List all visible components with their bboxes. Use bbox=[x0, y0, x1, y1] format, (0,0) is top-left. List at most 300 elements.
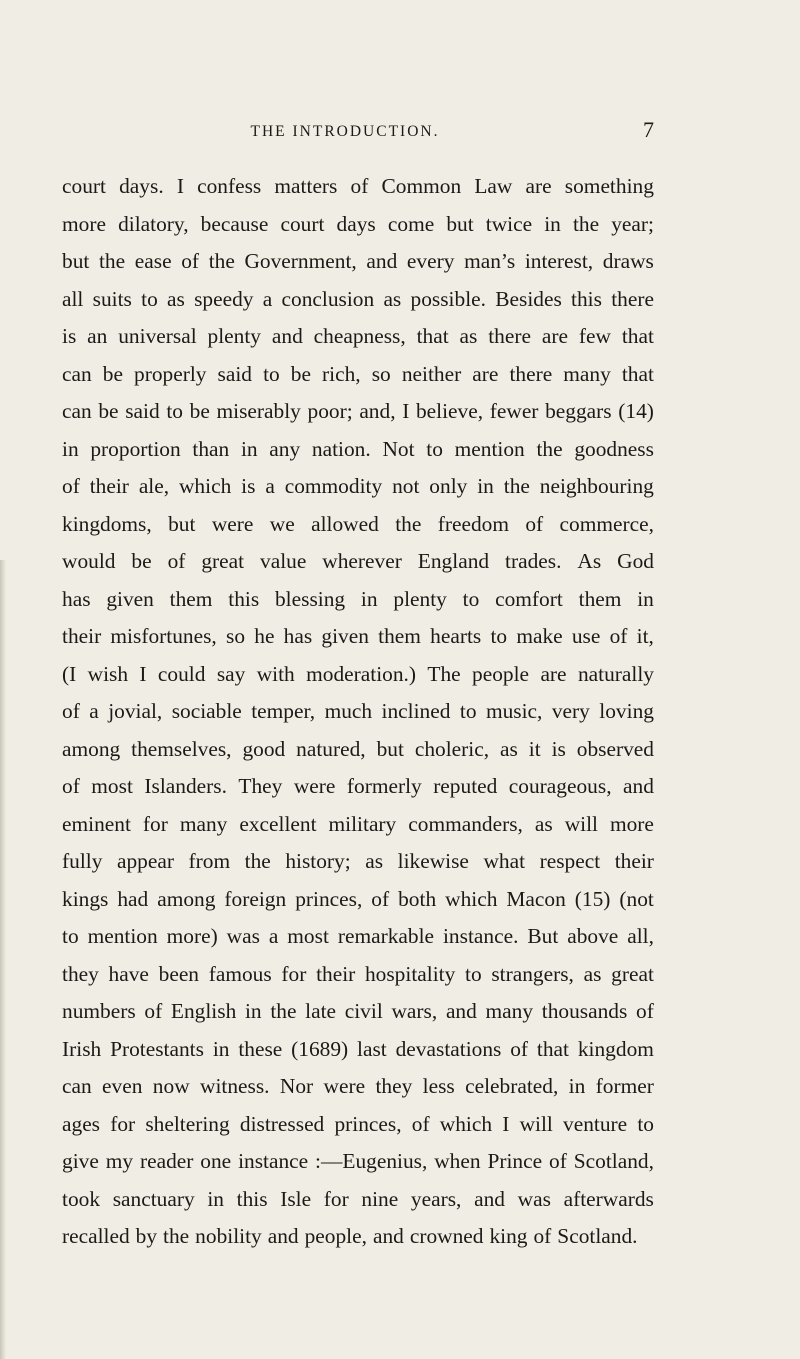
word: this bbox=[571, 286, 602, 311]
word: as bbox=[167, 286, 185, 311]
word: (14) bbox=[618, 399, 654, 423]
word: kingdoms, bbox=[62, 511, 152, 536]
word: be bbox=[189, 399, 210, 423]
word: mention bbox=[454, 436, 525, 461]
word: than bbox=[192, 436, 230, 461]
word: temper, bbox=[251, 699, 316, 723]
word: can bbox=[62, 361, 92, 386]
word: as bbox=[459, 324, 478, 348]
word: what bbox=[483, 849, 526, 873]
word: I bbox=[502, 1111, 510, 1136]
word: reputed bbox=[433, 774, 498, 798]
word: plenty bbox=[207, 324, 261, 348]
word: from bbox=[188, 849, 231, 873]
word: more) bbox=[166, 924, 218, 948]
word: Government, bbox=[244, 249, 357, 273]
word: trades. bbox=[505, 549, 562, 573]
word: devastations bbox=[395, 1036, 502, 1061]
word: foreign bbox=[224, 886, 287, 911]
word: their bbox=[614, 849, 654, 873]
word: plenty bbox=[393, 586, 447, 611]
word: choleric, bbox=[414, 736, 490, 761]
word: in bbox=[477, 474, 494, 498]
word: Scotland. bbox=[557, 1224, 638, 1248]
word: is bbox=[62, 324, 77, 348]
word: so bbox=[226, 624, 246, 648]
word: wars, bbox=[391, 999, 438, 1023]
word: naturally bbox=[577, 661, 654, 686]
word: hearts bbox=[430, 624, 482, 648]
word: use bbox=[571, 624, 601, 648]
word: the bbox=[208, 249, 235, 273]
word: commerce, bbox=[559, 511, 654, 536]
word: As bbox=[577, 549, 602, 573]
word: even bbox=[102, 1074, 143, 1098]
word: among bbox=[62, 736, 121, 761]
word: a bbox=[268, 924, 279, 948]
word: Macon bbox=[506, 886, 566, 911]
word: observed bbox=[576, 736, 654, 761]
word: be bbox=[131, 549, 152, 573]
word: appear bbox=[116, 849, 174, 873]
text-line bbox=[62, 472, 654, 510]
word: strangers, bbox=[491, 961, 574, 986]
word: is bbox=[551, 736, 566, 761]
word: as bbox=[500, 736, 518, 761]
word: were bbox=[323, 1074, 366, 1098]
word: given bbox=[321, 624, 369, 648]
word: properly bbox=[134, 361, 207, 386]
word: moderation.) bbox=[306, 661, 417, 686]
word: would bbox=[62, 549, 116, 573]
word: could bbox=[157, 661, 206, 686]
word: a bbox=[265, 474, 275, 498]
word: as bbox=[383, 286, 402, 311]
text-line bbox=[62, 435, 654, 473]
text-line bbox=[62, 1222, 654, 1260]
word: it bbox=[528, 736, 541, 761]
word: king bbox=[489, 1224, 528, 1248]
word: a bbox=[89, 699, 99, 723]
word: the bbox=[270, 999, 297, 1023]
word: proportion bbox=[90, 436, 181, 461]
word: has bbox=[62, 586, 91, 611]
word: say bbox=[216, 661, 246, 686]
word: great bbox=[611, 961, 654, 986]
word: all bbox=[62, 286, 84, 311]
word: court bbox=[62, 174, 106, 198]
word: be bbox=[102, 361, 123, 386]
word: that bbox=[621, 361, 654, 386]
word: this bbox=[228, 586, 260, 611]
word: conclusion bbox=[281, 286, 375, 311]
word: neither bbox=[401, 361, 462, 386]
word: of bbox=[549, 1149, 567, 1173]
word: late bbox=[305, 999, 337, 1023]
word: natured, bbox=[296, 736, 366, 761]
word: of bbox=[350, 174, 369, 198]
word: and bbox=[366, 249, 398, 273]
word: in bbox=[240, 436, 258, 461]
word: when bbox=[434, 1149, 481, 1173]
word: were bbox=[211, 511, 254, 536]
word: that bbox=[621, 324, 654, 348]
running-title: THE INTRODUCTION. bbox=[250, 123, 440, 140]
word: thousands bbox=[541, 999, 628, 1023]
word: commanders, bbox=[408, 811, 523, 836]
word: their bbox=[316, 961, 356, 986]
word: to bbox=[166, 399, 183, 423]
word: twice bbox=[485, 211, 533, 236]
word: eminent bbox=[62, 811, 131, 836]
word: civil bbox=[344, 999, 383, 1023]
word: something bbox=[564, 174, 654, 198]
word: I bbox=[402, 399, 410, 423]
word: and, bbox=[359, 399, 396, 423]
word: in bbox=[212, 1036, 230, 1061]
word: Islanders. bbox=[144, 774, 227, 798]
word: be bbox=[290, 361, 311, 386]
word: court bbox=[280, 211, 325, 236]
word: only bbox=[429, 474, 468, 498]
word: they bbox=[62, 961, 99, 986]
word: and bbox=[271, 324, 303, 348]
word: so bbox=[371, 361, 391, 386]
word: Besides bbox=[495, 286, 562, 311]
word: very bbox=[551, 699, 590, 723]
word: these bbox=[238, 1036, 283, 1061]
text-line bbox=[62, 660, 654, 698]
word: sociable bbox=[171, 699, 242, 723]
word: had bbox=[117, 886, 149, 911]
word: kingdom bbox=[577, 1036, 654, 1061]
word: the bbox=[395, 511, 422, 536]
word: which bbox=[445, 886, 498, 911]
word: be bbox=[98, 399, 119, 423]
running-head bbox=[0, 117, 800, 147]
word: Scotland, bbox=[573, 1149, 654, 1173]
word: venture bbox=[563, 1111, 628, 1136]
word: nobility bbox=[195, 1224, 262, 1248]
word: Nor bbox=[279, 1074, 314, 1098]
word: God bbox=[617, 549, 654, 573]
text-line bbox=[62, 847, 654, 885]
word: to bbox=[637, 1111, 654, 1136]
word: loving bbox=[599, 699, 654, 723]
word: can bbox=[62, 1074, 92, 1098]
word: make bbox=[516, 624, 563, 648]
word: crowned bbox=[409, 1224, 484, 1248]
word: respect bbox=[539, 849, 601, 873]
word: inclined bbox=[381, 699, 451, 723]
word: military bbox=[328, 811, 397, 836]
word: he bbox=[254, 624, 275, 648]
word: to bbox=[465, 961, 482, 986]
word: and bbox=[267, 1224, 299, 1248]
word: man’s bbox=[464, 249, 516, 273]
word: in bbox=[207, 1186, 224, 1211]
word: are bbox=[472, 361, 499, 386]
word: speedy bbox=[194, 286, 254, 311]
word: believe, bbox=[415, 399, 484, 423]
word: to bbox=[263, 361, 280, 386]
word: of bbox=[636, 999, 654, 1023]
word: as bbox=[583, 961, 602, 986]
text-line bbox=[62, 1185, 654, 1223]
word: (1689) bbox=[291, 1036, 349, 1061]
word: but bbox=[446, 211, 474, 236]
word: (I bbox=[62, 661, 77, 686]
word: the bbox=[98, 249, 126, 273]
text-line bbox=[62, 547, 654, 585]
word: in bbox=[637, 586, 654, 611]
word: to bbox=[62, 924, 79, 948]
word: and bbox=[474, 1186, 505, 1211]
word: took bbox=[62, 1186, 101, 1211]
word: as bbox=[534, 811, 553, 836]
text-line bbox=[62, 397, 654, 435]
word: kings bbox=[62, 886, 109, 911]
word: the bbox=[163, 1224, 190, 1248]
word: sanctuary bbox=[112, 1186, 195, 1211]
word: instance bbox=[238, 1149, 309, 1173]
word: celebrated, bbox=[465, 1074, 559, 1098]
text-line bbox=[62, 247, 654, 285]
word: neighbouring bbox=[539, 474, 654, 498]
word: people bbox=[472, 661, 530, 686]
word: of bbox=[533, 1224, 552, 1248]
text-line bbox=[62, 510, 654, 548]
word: and bbox=[445, 999, 477, 1023]
word: most bbox=[91, 774, 133, 798]
text-line bbox=[62, 1147, 654, 1185]
word: but bbox=[168, 511, 196, 536]
word: more bbox=[609, 811, 654, 836]
word: can bbox=[62, 399, 92, 423]
word: the bbox=[244, 849, 271, 873]
word: Not bbox=[382, 436, 415, 461]
word: comfort bbox=[495, 586, 563, 611]
word: in bbox=[62, 436, 79, 461]
word: now bbox=[152, 1074, 190, 1098]
word: suits bbox=[92, 286, 132, 311]
word: remarkable bbox=[337, 924, 435, 948]
word: many bbox=[179, 811, 228, 836]
word: said bbox=[125, 399, 160, 423]
word: poor; bbox=[307, 399, 353, 423]
word: dilatory, bbox=[118, 211, 189, 236]
word: commodity bbox=[284, 474, 383, 498]
word: But bbox=[527, 924, 559, 948]
text-line bbox=[62, 585, 654, 623]
word: was bbox=[517, 1186, 551, 1211]
word: them bbox=[378, 624, 421, 648]
word: of bbox=[609, 624, 628, 648]
word: people, bbox=[304, 1224, 367, 1248]
word: not bbox=[392, 474, 420, 498]
word: there bbox=[509, 361, 553, 386]
word: Protestants bbox=[110, 1036, 204, 1061]
word: fewer bbox=[489, 399, 539, 423]
word: instance. bbox=[442, 924, 519, 948]
word: but bbox=[62, 249, 90, 273]
text-line bbox=[62, 172, 654, 210]
word: are bbox=[541, 324, 568, 348]
word: them bbox=[578, 586, 622, 611]
word: of bbox=[62, 699, 80, 723]
word: interest, bbox=[524, 249, 594, 273]
word: every bbox=[406, 249, 455, 273]
word: goodness bbox=[574, 436, 654, 461]
text-line bbox=[62, 735, 654, 773]
word: themselves, bbox=[131, 736, 232, 761]
word: days. bbox=[119, 174, 164, 198]
word: a bbox=[262, 286, 273, 311]
word: few bbox=[578, 324, 611, 348]
word: beggars bbox=[545, 399, 612, 423]
word: said bbox=[217, 361, 253, 386]
text-line bbox=[62, 360, 654, 398]
word: I bbox=[176, 174, 184, 198]
word: English bbox=[170, 999, 237, 1023]
word: by bbox=[135, 1224, 158, 1248]
word: formerly bbox=[346, 774, 422, 798]
word: that bbox=[536, 1036, 569, 1061]
text-line bbox=[62, 285, 654, 323]
word: their bbox=[62, 624, 102, 648]
word: nation. bbox=[311, 436, 371, 461]
word: of bbox=[62, 474, 80, 498]
word: any bbox=[269, 436, 301, 461]
word: this bbox=[236, 1186, 268, 1211]
word: blessing bbox=[274, 586, 346, 611]
text-line bbox=[62, 1072, 654, 1110]
word: most bbox=[287, 924, 329, 948]
word: were bbox=[293, 774, 336, 798]
word: good bbox=[242, 736, 286, 761]
word: are bbox=[525, 174, 552, 198]
page-edge-shadow bbox=[0, 560, 6, 1359]
word: wish bbox=[87, 661, 129, 686]
word: jovial, bbox=[108, 699, 163, 723]
word: but bbox=[376, 736, 404, 761]
word: princes, bbox=[295, 886, 363, 911]
word: many bbox=[485, 999, 534, 1023]
word: history; bbox=[285, 849, 351, 873]
word: of bbox=[510, 1036, 529, 1061]
word: there bbox=[488, 324, 531, 348]
word: many bbox=[563, 361, 611, 386]
word: great bbox=[201, 549, 245, 573]
word: will bbox=[519, 1111, 553, 1136]
word: all, bbox=[627, 924, 654, 948]
text-line bbox=[62, 997, 654, 1035]
word: will bbox=[564, 811, 598, 836]
word: :—Eugenius, bbox=[315, 1149, 428, 1173]
word: allowed bbox=[311, 511, 379, 536]
word: days bbox=[336, 211, 376, 236]
word: to bbox=[462, 586, 480, 611]
word: that bbox=[416, 324, 449, 348]
word: nine bbox=[361, 1186, 399, 1211]
text-line bbox=[62, 922, 654, 960]
word: Irish bbox=[62, 1036, 102, 1061]
word: both bbox=[398, 886, 437, 911]
text-line bbox=[62, 810, 654, 848]
word: has bbox=[283, 624, 313, 648]
word: the bbox=[536, 436, 563, 461]
word: was bbox=[226, 924, 260, 948]
word: with bbox=[256, 661, 295, 686]
word: ease bbox=[134, 249, 172, 273]
word: in bbox=[544, 211, 561, 236]
word: matters bbox=[274, 174, 338, 198]
word: the bbox=[572, 211, 600, 236]
word: their bbox=[89, 474, 129, 498]
word: Prince bbox=[487, 1149, 543, 1173]
text-line bbox=[62, 210, 654, 248]
word: of bbox=[167, 549, 186, 573]
word: music, bbox=[485, 699, 543, 723]
word: to bbox=[141, 286, 158, 311]
text-line bbox=[62, 960, 654, 998]
word: draws bbox=[602, 249, 654, 273]
word: there bbox=[611, 286, 654, 311]
word: them bbox=[169, 586, 213, 611]
word: of bbox=[411, 1111, 430, 1136]
word: given bbox=[106, 586, 154, 611]
text-line bbox=[62, 1110, 654, 1148]
word: years, bbox=[410, 1186, 462, 1211]
word: likewise bbox=[397, 849, 469, 873]
word: which bbox=[178, 474, 232, 498]
word: value bbox=[260, 549, 307, 573]
word: distressed bbox=[239, 1111, 325, 1136]
text-line bbox=[62, 622, 654, 660]
word: last bbox=[357, 1036, 387, 1061]
word: possible. bbox=[410, 286, 486, 311]
word: witness. bbox=[200, 1074, 270, 1098]
word: rich, bbox=[322, 361, 361, 386]
word: an bbox=[87, 324, 108, 348]
word: courageous, bbox=[508, 774, 612, 798]
word: (not bbox=[619, 886, 654, 911]
word: my bbox=[105, 1149, 134, 1173]
word: I bbox=[139, 661, 147, 686]
word: and bbox=[372, 1224, 404, 1248]
word: in bbox=[360, 586, 378, 611]
word: one bbox=[200, 1149, 232, 1173]
word: hospitality bbox=[364, 961, 456, 986]
word: Law bbox=[474, 174, 513, 198]
text-line bbox=[62, 697, 654, 735]
word: and bbox=[623, 774, 654, 798]
word: fully bbox=[62, 849, 103, 873]
word: as bbox=[365, 849, 384, 873]
word: cheapness, bbox=[313, 324, 406, 348]
word: of bbox=[144, 999, 163, 1023]
text-line bbox=[62, 772, 654, 810]
word: for bbox=[281, 961, 307, 986]
word: recalled bbox=[62, 1224, 130, 1248]
word: more bbox=[62, 211, 106, 236]
word: we bbox=[269, 511, 295, 536]
word: Common bbox=[381, 174, 462, 198]
word: miserably bbox=[216, 399, 301, 423]
page-number: 7 bbox=[643, 117, 654, 142]
word: misfortunes, bbox=[110, 624, 217, 648]
text-line bbox=[62, 1035, 654, 1073]
